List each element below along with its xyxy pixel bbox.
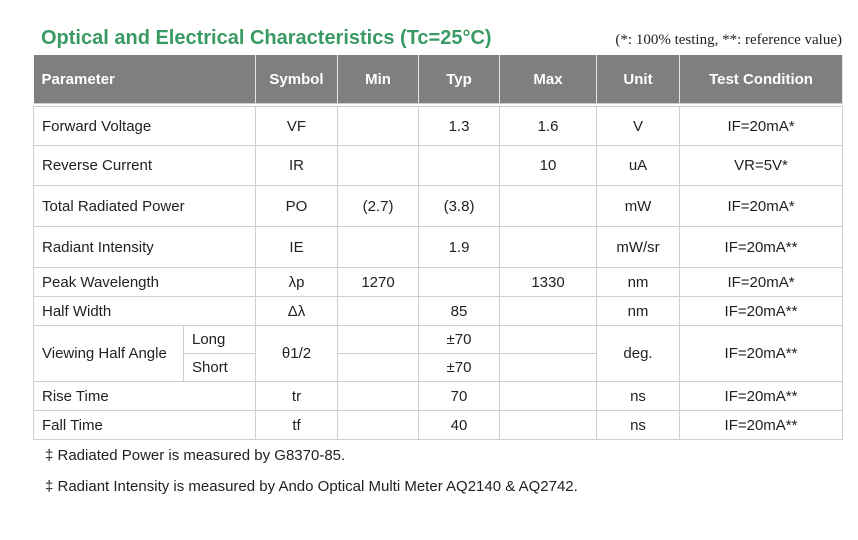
cell-unit: uA [597, 146, 680, 186]
page-title: Optical and Electrical Characteristics (Tc=25°C) [41, 27, 492, 49]
cell-max [500, 297, 597, 326]
cell-unit: deg. [597, 326, 680, 382]
table-row [34, 107, 843, 146]
cell-unit: V [597, 107, 680, 146]
cell-symbol: IE [256, 227, 338, 268]
cell-typ-short: ±70 [419, 354, 500, 382]
cell-typ: 85 [419, 297, 500, 326]
cell-unit: nm [597, 297, 680, 326]
table-row [34, 186, 843, 227]
cell-parameter: Radiant Intensity [34, 227, 256, 268]
cell-min [338, 382, 419, 411]
cell-typ: 40 [419, 411, 500, 440]
cell-parameter: Reverse Current [34, 146, 256, 186]
cell-unit: ns [597, 411, 680, 440]
cell-parameter: Peak Wavelength [34, 268, 256, 297]
cell-parameter: Viewing Half Angle [34, 326, 184, 382]
cell-typ [419, 146, 500, 186]
cell-max [500, 382, 597, 411]
table-row [34, 326, 843, 354]
cell-symbol: θ1/2 [256, 326, 338, 382]
cell-max [500, 326, 597, 354]
cell-min [338, 326, 419, 354]
cell-unit: mW/sr [597, 227, 680, 268]
header-symbol: Symbol [256, 55, 338, 104]
cell-typ: 1.3 [419, 107, 500, 146]
header-row [34, 55, 843, 104]
cell-parameter: Forward Voltage [34, 107, 256, 146]
header-test-condition: Test Condition [680, 55, 843, 104]
cell-min [338, 354, 419, 382]
cell-symbol: VF [256, 107, 338, 146]
cell-symbol: λp [256, 268, 338, 297]
cell-parameter: Half Width [34, 297, 256, 326]
footnote-radiated-power: ‡ Radiated Power is measured by G8370-85. [45, 447, 346, 464]
cell-test-condition: IF=20mA** [680, 382, 843, 411]
cell-typ: 70 [419, 382, 500, 411]
cell-symbol: PO [256, 186, 338, 227]
cell-min [338, 297, 419, 326]
header-typ: Typ [419, 55, 500, 104]
cell-symbol: Δλ [256, 297, 338, 326]
cell-unit: ns [597, 382, 680, 411]
cell-test-condition: IF=20mA* [680, 107, 843, 146]
reference-note: (*: 100% testing, **: reference value) [615, 32, 842, 48]
cell-typ [419, 268, 500, 297]
table-row [34, 411, 843, 440]
footnote-radiant-intensity: ‡ Radiant Intensity is measured by Ando Optical Multi Meter AQ2140 & AQ2742. [45, 478, 578, 495]
cell-symbol: IR [256, 146, 338, 186]
cell-symbol: tr [256, 382, 338, 411]
cell-max [500, 354, 597, 382]
header-unit: Unit [597, 55, 680, 104]
cell-test-condition: IF=20mA* [680, 186, 843, 227]
cell-max [500, 411, 597, 440]
table-row [34, 227, 843, 268]
cell-max: 1330 [500, 268, 597, 297]
header-parameter: Parameter [34, 55, 256, 104]
cell-typ: (3.8) [419, 186, 500, 227]
header-min: Min [338, 55, 419, 104]
header-max: Max [500, 55, 597, 104]
cell-test-condition: IF=20mA** [680, 326, 843, 382]
cell-test-condition: IF=20mA** [680, 411, 843, 440]
cell-max: 1.6 [500, 107, 597, 146]
cell-typ-long: ±70 [419, 326, 500, 354]
cell-test-condition: IF=20mA* [680, 268, 843, 297]
cell-parameter: Fall Time [34, 411, 256, 440]
cell-symbol: tf [256, 411, 338, 440]
cell-max: 10 [500, 146, 597, 186]
table-row [34, 146, 843, 186]
cell-parameter: Total Radiated Power [34, 186, 256, 227]
cell-min [338, 107, 419, 146]
cell-min [338, 146, 419, 186]
cell-unit: mW [597, 186, 680, 227]
cell-max [500, 227, 597, 268]
cell-max [500, 186, 597, 227]
cell-min: 1270 [338, 268, 419, 297]
cell-min [338, 227, 419, 268]
cell-min: (2.7) [338, 186, 419, 227]
cell-test-condition: IF=20mA** [680, 227, 843, 268]
cell-unit: nm [597, 268, 680, 297]
table-row [34, 268, 843, 297]
characteristics-table [33, 55, 843, 440]
cell-subparameter-short: Short [184, 354, 256, 382]
table-row [34, 297, 843, 326]
cell-parameter: Rise Time [34, 382, 256, 411]
cell-typ: 1.9 [419, 227, 500, 268]
cell-test-condition: IF=20mA** [680, 297, 843, 326]
cell-test-condition: VR=5V* [680, 146, 843, 186]
cell-min [338, 411, 419, 440]
cell-subparameter-long: Long [184, 326, 256, 354]
table-row [34, 382, 843, 411]
